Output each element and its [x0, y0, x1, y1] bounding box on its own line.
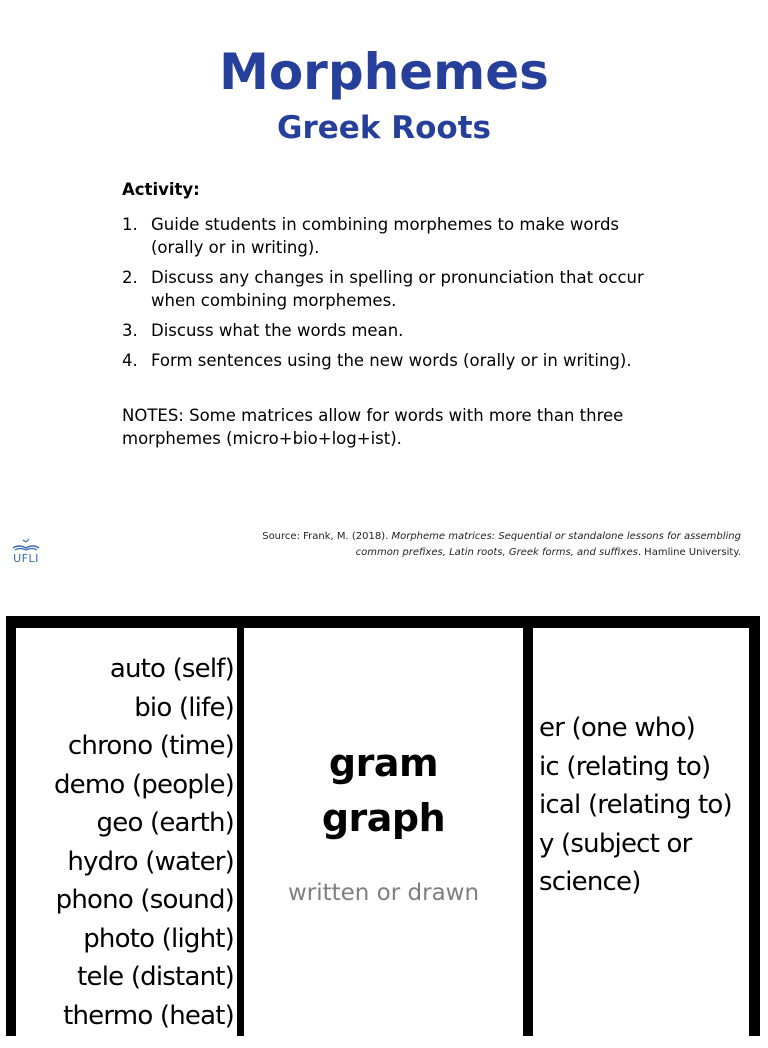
step-text: Discuss any changes in spelling or pronunciation that occur when combining morphemes.	[151, 268, 644, 310]
page-subtitle: Greek Roots	[277, 110, 491, 146]
morpheme-matrix	[6, 616, 760, 1036]
root-item: gram	[328, 741, 439, 785]
root-item: graph	[321, 796, 446, 840]
activity-step	[122, 213, 662, 259]
prefix-item: thermo (heat)	[63, 1000, 234, 1031]
suffix-item: er (one who)	[539, 713, 695, 743]
suffix-item: ical (relating to)	[539, 790, 732, 820]
prefix-item: tele (distant)	[77, 962, 234, 992]
prefix-item: chrono (time)	[67, 731, 234, 761]
suffix-list	[539, 709, 732, 902]
step-number: 2.	[122, 268, 138, 287]
step-number: 4.	[122, 351, 138, 370]
prefix-item: phono (sound)	[55, 885, 234, 915]
suffix-item: y (subject or	[539, 828, 692, 859]
source-prefix: Source: Frank, M. (2018).	[262, 531, 392, 542]
step-text: Guide students in combining morphemes to make words (orally or in writing).	[151, 215, 620, 257]
prefix-item: auto (self)	[109, 654, 234, 684]
root-meaning: written or drawn	[287, 880, 480, 906]
prefix-item: photo (light)	[83, 923, 234, 954]
activity-section	[122, 178, 662, 450]
prefix-column	[16, 628, 237, 1048]
source-title: Morpheme matrices: Sequential or standalone lessons for assembling common prefixes, Latin roots, Greek forms, and suffixes	[355, 531, 741, 558]
suffix-item: ic (relating to)	[539, 751, 711, 782]
source-suffix: . Hamline University.	[637, 547, 741, 558]
prefix-item: geo (earth)	[96, 808, 234, 838]
suffix-column	[533, 628, 749, 1048]
activity-step	[122, 319, 662, 342]
notes-text: NOTES: Some matrices allow for words with more than three morphemes (micro+bio+log+ist).	[122, 406, 624, 448]
activity-step	[122, 266, 662, 312]
root-list	[244, 736, 523, 846]
activity-steps	[122, 213, 662, 372]
ufli-logo	[9, 538, 43, 568]
source-citation	[221, 529, 741, 561]
prefix-item: demo (people)	[53, 769, 234, 800]
activity-step	[122, 349, 662, 372]
step-text: Discuss what the words mean.	[151, 321, 404, 340]
step-text: Form sentences using the new words (orally or in writing).	[151, 351, 632, 370]
root-column	[244, 628, 523, 1048]
page-title: Morphemes	[219, 43, 549, 101]
step-number: 1.	[122, 215, 138, 234]
suffix-item: science)	[539, 867, 641, 897]
prefix-item: hydro (water)	[67, 846, 234, 877]
prefix-list	[54, 650, 234, 1035]
logo-text: UFLI	[13, 552, 39, 565]
prefix-item: bio (life)	[134, 692, 234, 723]
step-number: 3.	[122, 321, 138, 340]
activity-heading: Activity:	[122, 180, 200, 199]
